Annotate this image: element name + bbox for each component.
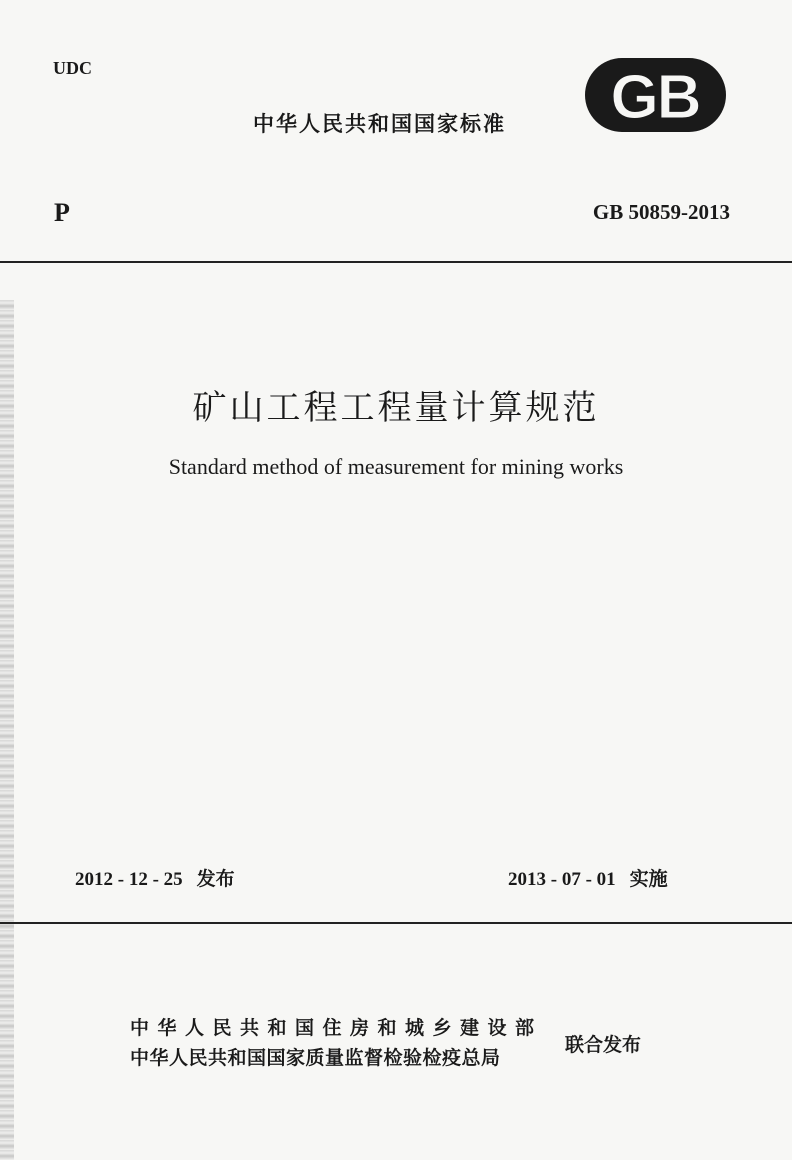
bottom-divider bbox=[0, 922, 792, 924]
chinese-title: 矿山工程工程量计算规范 bbox=[192, 388, 600, 428]
standard-type-heading: 中华人民共和国国家标准 bbox=[253, 112, 506, 136]
implementation-date-row bbox=[508, 864, 668, 891]
implementation-date: 2013 - 07 - 01 bbox=[508, 869, 616, 890]
standard-number: GB 50859-2013 bbox=[592, 200, 730, 224]
implementation-label: 实施 bbox=[629, 868, 668, 890]
issue-date-row bbox=[75, 864, 235, 891]
issuer-aqsiq: 中华人民共和国国家质量监督检验检疫总局 bbox=[130, 1047, 501, 1069]
issuer-ministry-housing: 中华人民共和国住房和城乡建设部 bbox=[130, 1017, 543, 1039]
issue-date: 2012 - 12 - 25 bbox=[75, 869, 183, 890]
joint-issue-label: 联合发布 bbox=[565, 1034, 642, 1056]
issuing-authorities bbox=[130, 1013, 543, 1073]
svg-text:GB: GB bbox=[610, 63, 700, 132]
gb-logo bbox=[583, 56, 728, 134]
english-title: Standard method of measurement for mining works bbox=[168, 454, 624, 479]
category-code: P bbox=[54, 198, 70, 227]
udc-label: UDC bbox=[53, 58, 92, 78]
top-divider bbox=[0, 261, 792, 263]
issue-label: 发布 bbox=[196, 868, 235, 890]
scan-binding-edge bbox=[0, 300, 14, 1160]
